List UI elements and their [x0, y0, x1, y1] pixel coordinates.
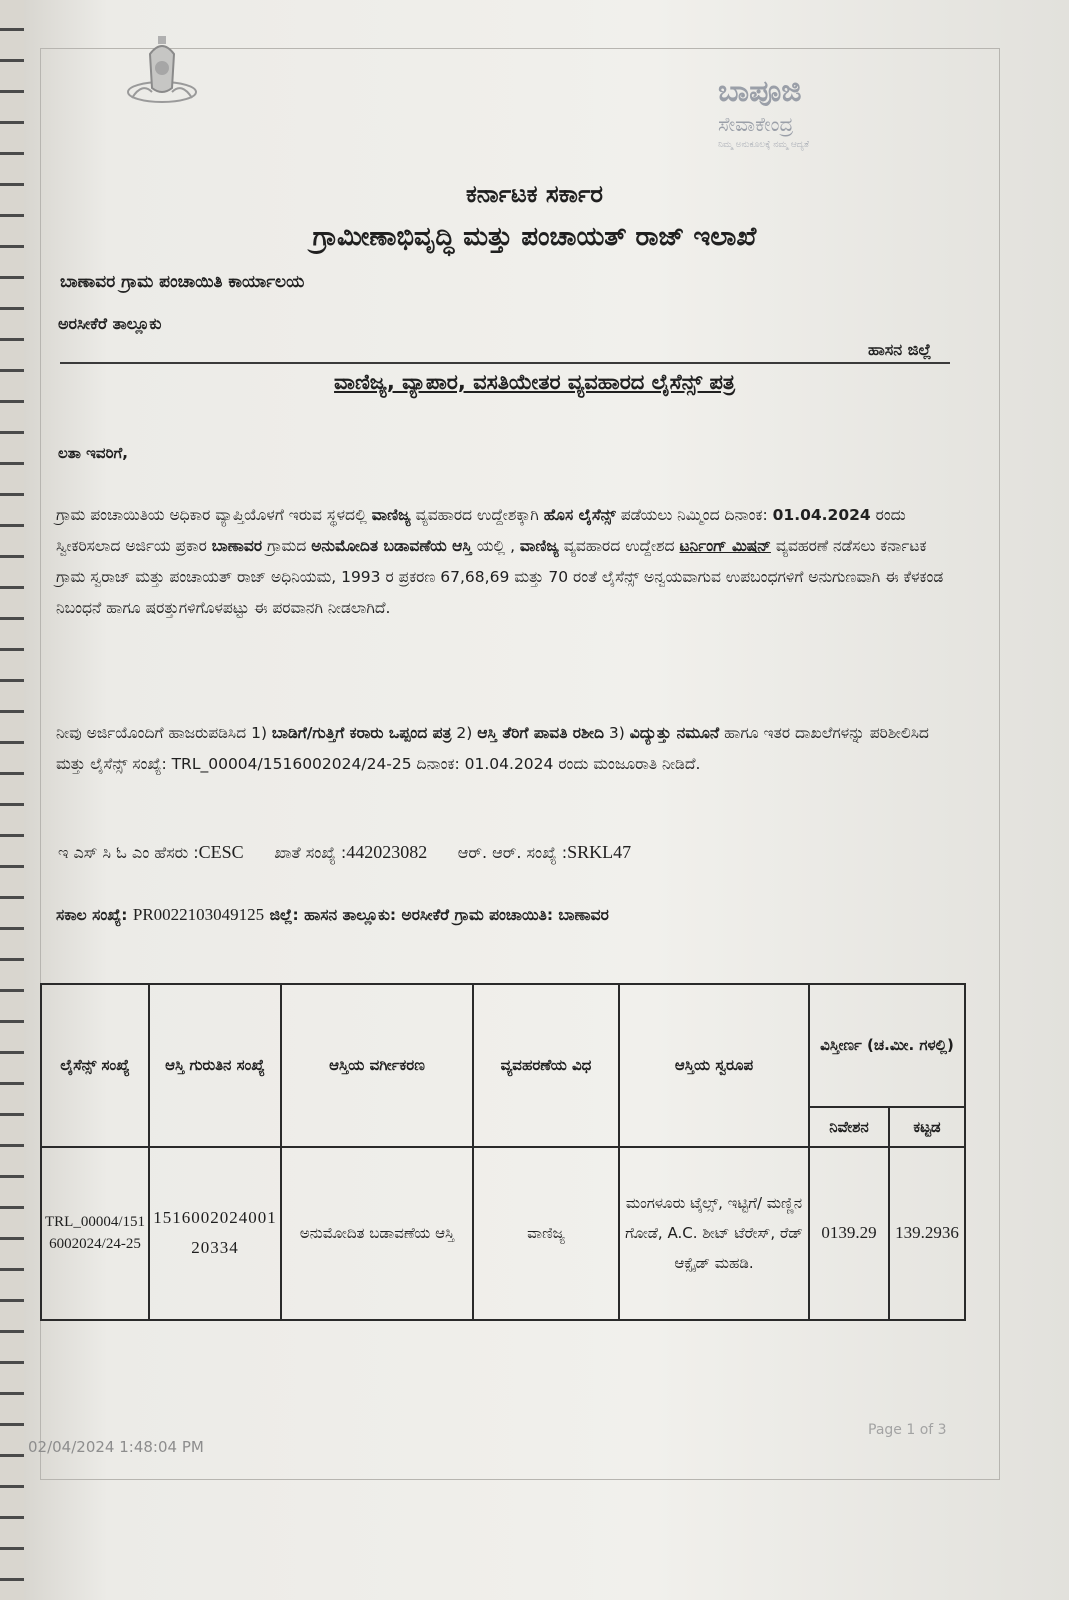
para2-bold: ಆಸ್ತಿ ತೆರಿಗೆ ಪಾವತಿ ರಶೀದಿ [477, 724, 604, 742]
cell-business-type: ವಾಣಿಜ್ಯ [473, 1147, 619, 1320]
para1-bold: ವಾಣಿಜ್ಯ [519, 537, 559, 555]
village-name: ಬಾಣಾವರ [211, 537, 263, 555]
para2-text: ನೀವು ಅರ್ಜಿಯೊಂದಿಗೆ ಹಾಜರುಪಡಿಸಿದ 1) [56, 724, 272, 742]
para1-bold: ಅನುಮೋದಿತ ಬಡಾವಣೆಯ ಆಸ್ತಿ [311, 537, 472, 555]
header-divider [60, 362, 950, 364]
sakala-label: ಸಕಾಲ ಸಂಖ್ಯೆ: [56, 906, 128, 924]
para1-text: ವ್ಯವಹಾರದ ಉದ್ದೇಶದ [558, 537, 680, 555]
header-area: ವಿಸ್ತೀರ್ಣ (ಚ.ಮೀ. ಗಳಲ್ಲಿ) [809, 984, 965, 1107]
para2-bold: ಬಾಡಿಗೆ/ಗುತ್ತಿಗೆ ಕರಾರು ಒಪ್ಪಂದ ಪತ್ರ [271, 724, 452, 742]
district-name: ಹಾಸನ ಜಿಲ್ಲೆ [868, 340, 932, 359]
table-row [41, 1147, 965, 1320]
logo-subtitle: ಸೇವಾಕೇಂದ್ರ [718, 112, 794, 136]
taluk-name: ಅರಸೀಕೆರೆ ತಾಲ್ಲೂಕು [58, 314, 162, 333]
para1-text: ವ್ಯವಹರಣೆ ನಡೆಸಲು ಕರ್ನಾಟಕ ಗ್ರಾಮ ಸ್ವರಾಜ್ ಮತ್ತು ಪಂಚಾಯತ್ ರಾಜ್ ಅಧಿನಿಯಮ, 1993 ರ ಪ್ರಕರಣ 67,68,69 ಮತ್ತು 70 ರಂತೆ ಲೈಸೆನ್ಸ್ ಅನ್ವಯವಾಗುವ ಉಪಬಂಧಗಳಿಗೆ ಅನುಗುಣವಾಗಿ ಈ ಕೆಳಕಂಡ ನಿಬಂಧನೆ ಹಾಗೂ ಷರತ್ತುಗಳಿಗೊಳಪಟ್ಟು ಈ ಪರವಾನಗಿ ನೀಡಲಾಗಿದೆ. [56, 537, 944, 617]
electricity-details [58, 842, 631, 863]
para1-text: ಯಲ್ಲಿ , [471, 537, 520, 555]
license-grant-paragraph [56, 500, 956, 624]
salutation: ಲತಾ ಇವರಿಗೆ, [58, 444, 128, 462]
government-title: ಕರ್ನಾಟಕ ಸರ್ಕಾರ [465, 180, 604, 208]
cell-license-no: TRL_00004/1516002024/24-25 [41, 1147, 149, 1320]
para2-text: 2) [451, 724, 478, 742]
header-license-no: ಲೈಸೆನ್ಸ್ ಸಂಖ್ಯೆ [41, 984, 149, 1147]
location-details: ಜಿಲ್ಲೆ: ಹಾಸನ ತಾಲ್ಲೂಕು: ಅರಸೀಕೆರೆ ಗ್ರಾಮ ಪಂಚಾಯಿತಿ: ಬಾಣಾವರ [269, 906, 609, 924]
account-label: ಖಾತೆ ಸಂಖ್ಯೆ : [274, 843, 347, 862]
account-value: 442023082 [346, 842, 428, 862]
cell-property-id: 151600202400120334 [149, 1147, 281, 1320]
documents-paragraph [56, 718, 956, 780]
escom-value: CESC [198, 842, 244, 862]
rr-value: SRKL47 [567, 842, 632, 862]
para1-text: ಪಡೆಯಲು ನಿಮ್ಮಿಂದ ದಿನಾಂಕ: [615, 506, 773, 524]
para1-text: ವ್ಯವಹಾರದ ಉದ್ದೇಶಕ್ಕಾಗಿ [410, 506, 544, 524]
bapuji-seva-kendra-logo [700, 74, 890, 174]
para1-bold: ವಾಣಿಜ್ಯ [371, 506, 411, 524]
application-date: 01.04.2024 [772, 506, 871, 524]
sakala-value: PR0022103049125 [132, 905, 265, 924]
logo-tagline: ನಿಮ್ಮ ಅನುಕೂಲಕ್ಕೆ ನಮ್ಮ ಆದ್ಯತೆ [718, 140, 809, 150]
state-emblem-icon [112, 34, 212, 120]
cell-site-area: 0139.29 [809, 1147, 889, 1320]
license-table [40, 983, 966, 1321]
rr-label: ಆರ್. ಆರ್. ಸಂಖ್ಯೆ : [457, 843, 568, 862]
department-title: ಗ್ರಾಮೀಣಾಭಿವೃದ್ಧಿ ಮತ್ತು ಪಂಚಾಯತ್ ರಾಜ್ ಇಲಾಖೆ [312, 222, 757, 252]
cell-property-nature: ಮಂಗಳೂರು ಟೈಲ್ಸ್, ಇಟ್ಟಿಗೆ/ ಮಣ್ಣಿನ ಗೋಡೆ, A.C. ಶೀಟ್ ಟೆರೇಸ್, ರೆಡ್ ಆಕ್ಸೈಡ್ ಮಹಡಿ. [619, 1147, 809, 1320]
office-name: ಬಾಣಾವರ ಗ್ರಾಮ ಪಂಚಾಯಿತಿ ಕಾರ್ಯಾಲಯ [60, 272, 305, 292]
business-name: ಟರ್ನಿಂಗ್ ಮಿಷನ್ [679, 537, 771, 555]
page-number: Page 1 of 3 [868, 1422, 947, 1438]
sakala-details [56, 905, 609, 925]
header-classification: ಆಸ್ತಿಯ ವರ್ಗೀಕರಣ [281, 984, 473, 1147]
header-property-id: ಆಸ್ತಿ ಗುರುತಿನ ಸಂಖ್ಯೆ [149, 984, 281, 1147]
header-property-nature: ಆಸ್ತಿಯ ಸ್ವರೂಪ [619, 984, 809, 1147]
cell-classification: ಅನುಮೋದಿತ ಬಡಾವಣೆಯ ಆಸ್ತಿ [281, 1147, 473, 1320]
header-site: ನಿವೇಶನ [809, 1107, 889, 1147]
logo-name: ಬಾಪೂಜಿ [718, 74, 802, 109]
para2-text: ಹಾಗೂ ಇತರ ದಾಖಲೆಗಳನ್ನು ಪರಿಶೀಲಿಸಿದ ಮತ್ತು ಲೈಸೆನ್ಸ್ ಸಂಖ್ಯೆ: TRL_00004/1516002024/24-25 ದಿನಾಂಕ: 01.04.2024 ರಂದು ಮಂಜೂರಾತಿ ನೀಡಿದೆ. [56, 724, 929, 773]
print-timestamp: 02/04/2024 1:48:04 PM [28, 1438, 204, 1456]
escom-label: ಇ ಎಸ್ ಸಿ ಓ ಎಂ ಹೆಸರು : [58, 843, 199, 862]
para1-text: ಗ್ರಾಮ ಪಂಚಾಯಿತಿಯ ಅಧಿಕಾರ ವ್ಯಾಪ್ತಿಯೊಳಗೆ ಇರುವ ಸ್ಥಳದಲ್ಲಿ [56, 506, 372, 524]
para1-bold: ಹೊಸ ಲೈಸೆನ್ಸ್ [543, 506, 616, 524]
para1-text: ಗ್ರಾಮದ [262, 537, 312, 555]
header-building: ಕಟ್ಟಡ [889, 1107, 965, 1147]
para2-bold: ವಿದ್ಯುತ್ತು ನಮೂನೆ [629, 724, 720, 742]
para1-text: ರಂದು ಸ್ವೀಕರಿಸಲಾದ ಅರ್ಜಿಯ ಪ್ರಕಾರ [56, 506, 906, 555]
header-business-type: ವ್ಯವಹರಣೆಯ ವಿಧ [473, 984, 619, 1147]
document-subject: ವಾಣಿಜ್ಯ, ವ್ಯಾಪಾರ, ವಸತಿಯೇತರ ವ್ಯವಹಾರದ ಲೈಸೆನ್ಸ್ ಪತ್ರ [334, 370, 735, 394]
cell-building-area: 139.2936 [889, 1147, 965, 1320]
para2-text: 3) [603, 724, 630, 742]
